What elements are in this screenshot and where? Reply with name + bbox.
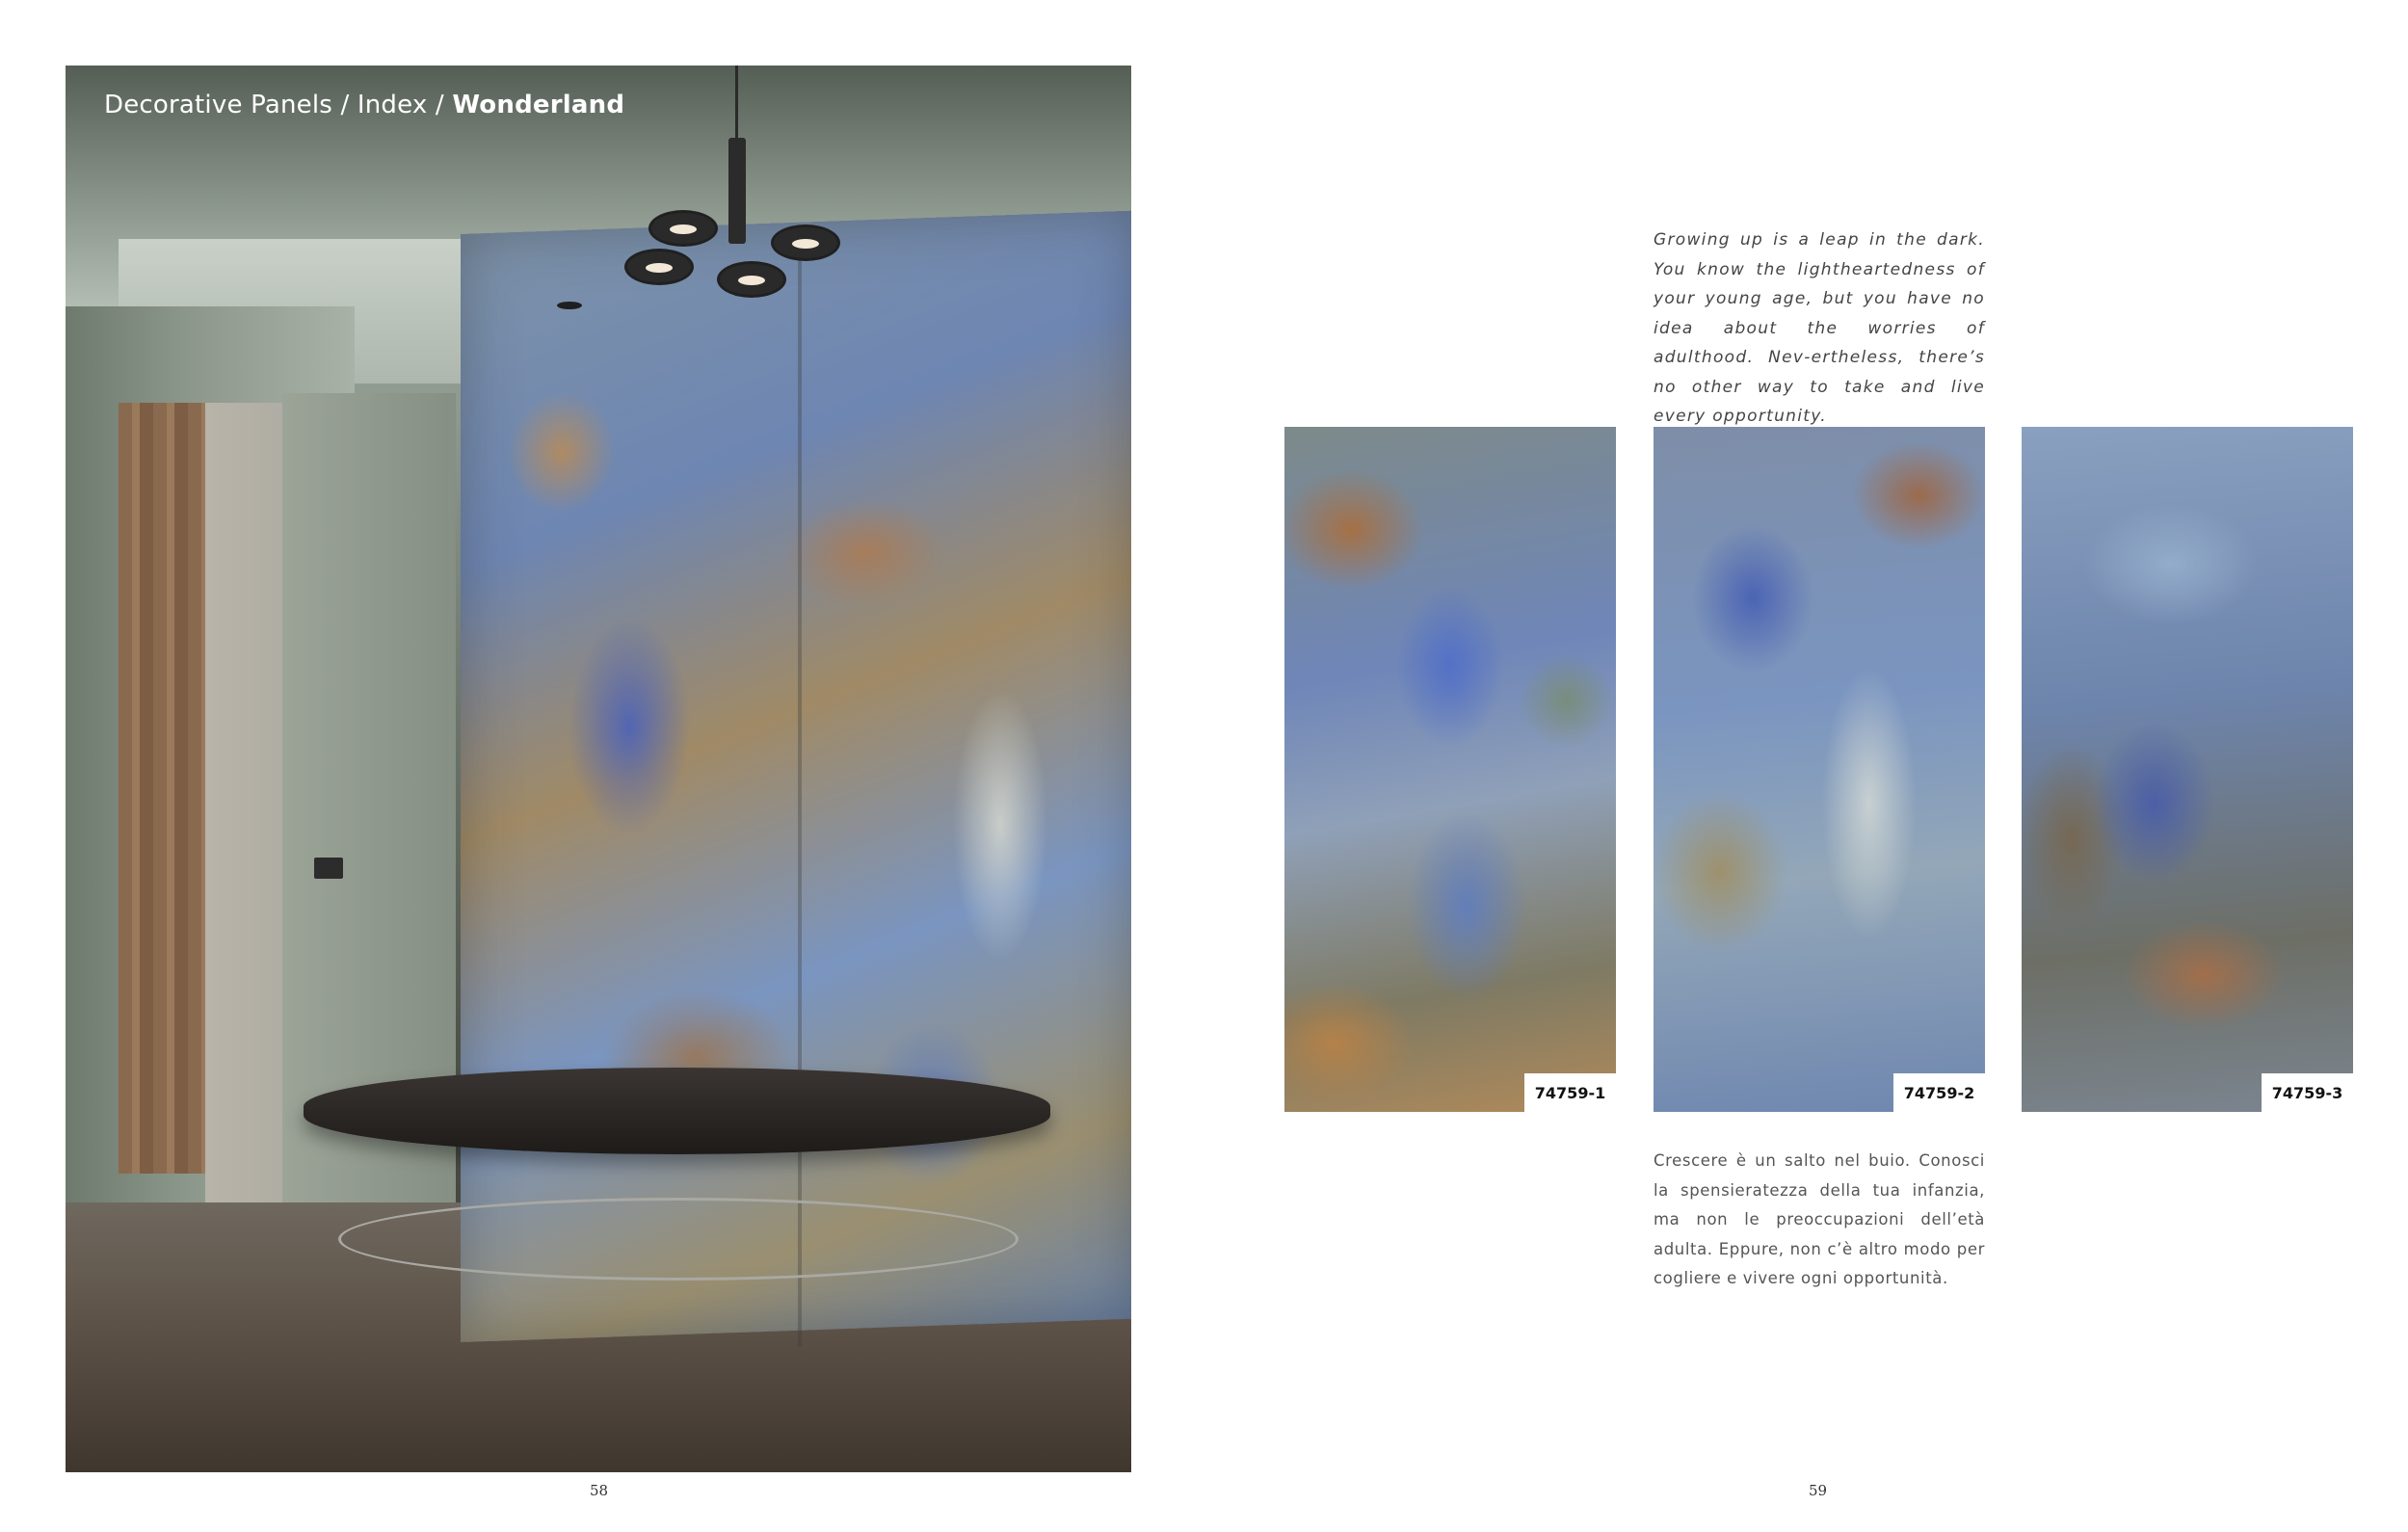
page-number-right: 59: [1809, 1482, 1828, 1499]
marble-tile-74759-3: [2022, 427, 2353, 1112]
intro-text-italian: Crescere è un salto nel buio. Conosci la spensieratezza della tua infanzia, ma non le preoccupazioni dell’età adulta. Eppure, non c’è altro modo per cogliere e vivere ogni opportunità.: [1654, 1151, 1985, 1287]
breadcrumb-current: Wonderland: [452, 91, 625, 119]
light-switch: [314, 858, 343, 879]
tile-code-label: 74759-3: [2262, 1073, 2353, 1112]
breadcrumb-separator: /: [332, 91, 357, 119]
bench: [304, 1068, 1050, 1154]
intro-text-english: Growing up is a leap in the dark. You know the lightheartedness of your young age, but you have no idea about the worries of adulthood. Nev-ertheless, there’s no other way to take and live every opportunity.: [1654, 230, 1985, 426]
pendant-lamp-head: [624, 249, 694, 285]
bench-base: [338, 1198, 1019, 1281]
backlit-marble-panel: [461, 211, 1131, 1342]
pendant-lamp-head: [648, 210, 718, 247]
breadcrumb-separator: /: [427, 91, 453, 119]
side-wall: [282, 393, 456, 1318]
marble-tile-74759-2: [1654, 427, 1985, 1112]
downlight: [557, 302, 582, 309]
panel-seam: [798, 239, 802, 1347]
marble-tile-74759-1: [1284, 427, 1616, 1112]
breadcrumb-item-index[interactable]: Index: [357, 91, 428, 119]
interior-photo: [66, 66, 1131, 1472]
pendant-stem: [728, 138, 746, 244]
breadcrumb: [104, 91, 624, 119]
tile-code-label: 74759-2: [1893, 1073, 1985, 1112]
page-number-left: 58: [590, 1482, 609, 1499]
tile-code-label: 74759-1: [1524, 1073, 1616, 1112]
wood-door: [119, 403, 205, 1174]
breadcrumb-item-decorative-panels[interactable]: Decorative Panels: [104, 91, 332, 119]
pendant-lamp-head: [771, 225, 840, 261]
pendant-lamp-head: [717, 261, 786, 298]
